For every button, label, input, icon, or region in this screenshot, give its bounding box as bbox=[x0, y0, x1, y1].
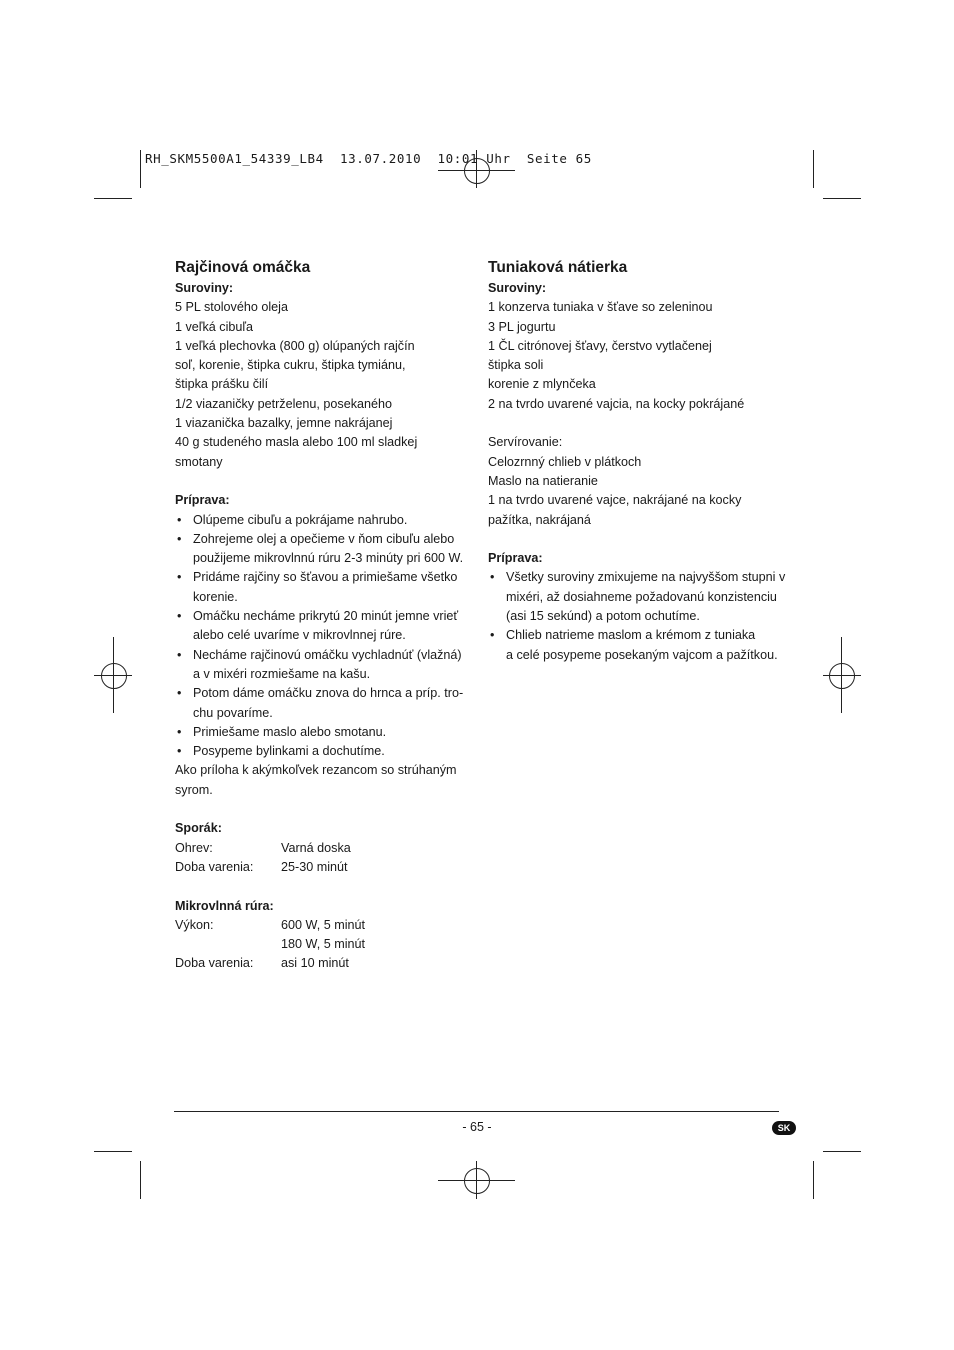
serving-heading: Servírovanie: bbox=[488, 435, 563, 450]
step-text: mixéri, až dosiahneme požadovanú konzistenciu bbox=[506, 589, 777, 604]
registration-circle bbox=[829, 663, 855, 689]
ingredient: 1 veľká cibuľa bbox=[175, 319, 254, 334]
step-text: Omáčku necháme prikrytú 20 minút jemne vrieť bbox=[193, 609, 459, 624]
ingredient: 1 konzerva tuniaka v šťave so zeleninou bbox=[488, 300, 713, 315]
serving-item: Celozrnný chlieb v plátkoch bbox=[488, 454, 642, 469]
list-item bbox=[488, 568, 788, 626]
ingredient: 2 na tvrdo uvarené vajcia, na kocky pokrájané bbox=[488, 396, 745, 411]
crop-mark bbox=[813, 1161, 814, 1199]
step-text: použijeme mikrovlnnú rúru 2-3 minúty pri 600 W. bbox=[193, 551, 464, 566]
row-value: 600 W, 5 minút bbox=[281, 917, 365, 932]
serving-item: 1 na tvrdo uvarené vajce, nakrájané na kocky bbox=[488, 493, 742, 508]
stove-heading: Sporák: bbox=[175, 821, 222, 836]
recipe-title: Rajčinová omáčka bbox=[175, 259, 311, 276]
microwave-row bbox=[175, 954, 475, 973]
list-item bbox=[175, 684, 475, 723]
preparation-heading: Príprava: bbox=[488, 551, 543, 566]
list-item bbox=[175, 568, 475, 607]
serving-note: syrom. bbox=[175, 782, 213, 797]
crop-mark bbox=[813, 150, 814, 188]
step-text: Posypeme bylinkami a dochutíme. bbox=[193, 744, 385, 759]
list-item bbox=[488, 626, 788, 665]
step-text: Pridáme rajčiny so šťavou a primiešame všetko bbox=[193, 570, 458, 585]
step-text: Necháme rajčinovú omáčku vychladnúť (vlažná) bbox=[193, 647, 462, 662]
step-text: alebo celé uvaríme v mikrovlnnej rúre. bbox=[193, 628, 406, 643]
crop-mark bbox=[140, 150, 141, 188]
row-key: Výkon: bbox=[175, 917, 214, 932]
row-key: Doba varenia: bbox=[175, 956, 254, 971]
ingredient: 40 g studeného masla alebo 100 ml sladkej bbox=[175, 435, 418, 450]
crop-mark bbox=[94, 198, 132, 199]
ingredient: štipka soli bbox=[488, 358, 544, 373]
ingredient: korenie z mlynčeka bbox=[488, 377, 596, 392]
serving-item: pažítka, nakrájaná bbox=[488, 512, 591, 527]
step-text: Všetky suroviny zmixujeme na najvyššom stupni v bbox=[506, 570, 786, 585]
preparation-steps bbox=[488, 568, 788, 664]
language-badge: SK bbox=[772, 1121, 796, 1135]
ingredient: 5 PL stolového oleja bbox=[175, 300, 288, 315]
ingredient: 1/2 viazaničky petrželenu, posekaného bbox=[175, 396, 393, 411]
ingredient: soľ, korenie, štipka cukru, štipka tymiánu, bbox=[175, 358, 406, 373]
step-text: korenie. bbox=[193, 589, 238, 604]
list-item bbox=[175, 607, 475, 646]
microwave-heading: Mikrovlnná rúra: bbox=[175, 898, 274, 913]
crop-mark bbox=[94, 1151, 132, 1152]
bullet-icon: • bbox=[177, 686, 182, 701]
ingredient: smotany bbox=[175, 454, 223, 469]
row-value: Varná doska bbox=[281, 840, 351, 855]
footer-rule bbox=[174, 1111, 779, 1112]
list-item bbox=[175, 742, 475, 761]
ingredient: štipka prášku čilí bbox=[175, 377, 269, 392]
ingredients-heading: Suroviny: bbox=[175, 281, 234, 295]
bullet-icon: • bbox=[177, 647, 182, 662]
step-text: (asi 15 sekúnd) a potom ochutíme. bbox=[506, 609, 700, 624]
stove-row bbox=[175, 839, 475, 858]
bullet-icon: • bbox=[490, 628, 495, 643]
ingredients-heading: Suroviny: bbox=[488, 281, 547, 295]
step-text: a v mixéri rozmiešame na kašu. bbox=[193, 666, 371, 681]
stove-row bbox=[175, 858, 475, 877]
ingredient: 3 PL jogurtu bbox=[488, 319, 556, 334]
row-value: 180 W, 5 minút bbox=[281, 937, 365, 952]
crop-mark bbox=[823, 1151, 861, 1152]
preparation-heading: Príprava: bbox=[175, 493, 230, 508]
row-value: asi 10 minút bbox=[281, 956, 349, 971]
page-number: - 65 - bbox=[462, 1120, 492, 1134]
ingredients-list bbox=[175, 298, 475, 472]
crop-mark bbox=[140, 1161, 141, 1199]
list-item bbox=[175, 511, 475, 530]
serving-note: Ako príloha k akýmkoľvek rezancom so strúhaným bbox=[175, 763, 457, 778]
bullet-icon: • bbox=[177, 744, 182, 759]
recipe-tomato-sauce bbox=[175, 257, 475, 974]
microwave-row bbox=[175, 916, 475, 935]
print-slug: RH_SKM5500A1_54339_LB4 13.07.2010 10:01 Uhr Seite 65 bbox=[145, 151, 592, 166]
microwave-row bbox=[175, 935, 475, 954]
crop-mark bbox=[823, 198, 861, 199]
bullet-icon: • bbox=[177, 570, 182, 585]
row-key: Ohrev: bbox=[175, 840, 213, 855]
row-key bbox=[175, 935, 281, 954]
step-text: Chlieb natrieme maslom a krémom z tuniaka bbox=[506, 628, 756, 643]
ingredient: 1 veľká plechovka (800 g) olúpaných rajčín bbox=[175, 338, 415, 353]
row-key: Doba varenia: bbox=[175, 859, 254, 874]
step-text: Primiešame maslo alebo smotanu. bbox=[193, 724, 387, 739]
bullet-icon: • bbox=[177, 512, 182, 527]
ingredient: 1 ČL citrónovej šťavy, čerstvo vytlačenej bbox=[488, 338, 712, 353]
row-value: 25-30 minút bbox=[281, 859, 348, 874]
registration-circle bbox=[101, 663, 127, 689]
ingredient: 1 viazanička bazalky, jemne nakrájanej bbox=[175, 416, 393, 431]
list-item bbox=[175, 646, 475, 685]
bullet-icon: • bbox=[177, 724, 182, 739]
step-text: a celé posypeme posekaným vajcom a pažítkou. bbox=[506, 647, 778, 662]
preparation-steps bbox=[175, 511, 475, 762]
recipe-title: Tuniaková nátierka bbox=[488, 259, 628, 276]
bullet-icon: • bbox=[177, 531, 182, 546]
registration-circle bbox=[464, 1168, 490, 1194]
recipe-tuna-spread bbox=[488, 257, 788, 665]
bullet-icon: • bbox=[177, 609, 182, 624]
list-item bbox=[175, 723, 475, 742]
serving-item: Maslo na natieranie bbox=[488, 473, 598, 488]
step-text: Potom dáme omáčku znova do hrnca a príp. tro- bbox=[193, 686, 464, 701]
bullet-icon: • bbox=[490, 570, 495, 585]
list-item bbox=[175, 530, 475, 569]
step-text: Olúpeme cibuľu a pokrájame nahrubo. bbox=[193, 512, 408, 527]
step-text: chu povaríme. bbox=[193, 705, 273, 720]
step-text: Zohrejeme olej a opečieme v ňom cibuľu alebo bbox=[193, 531, 455, 546]
